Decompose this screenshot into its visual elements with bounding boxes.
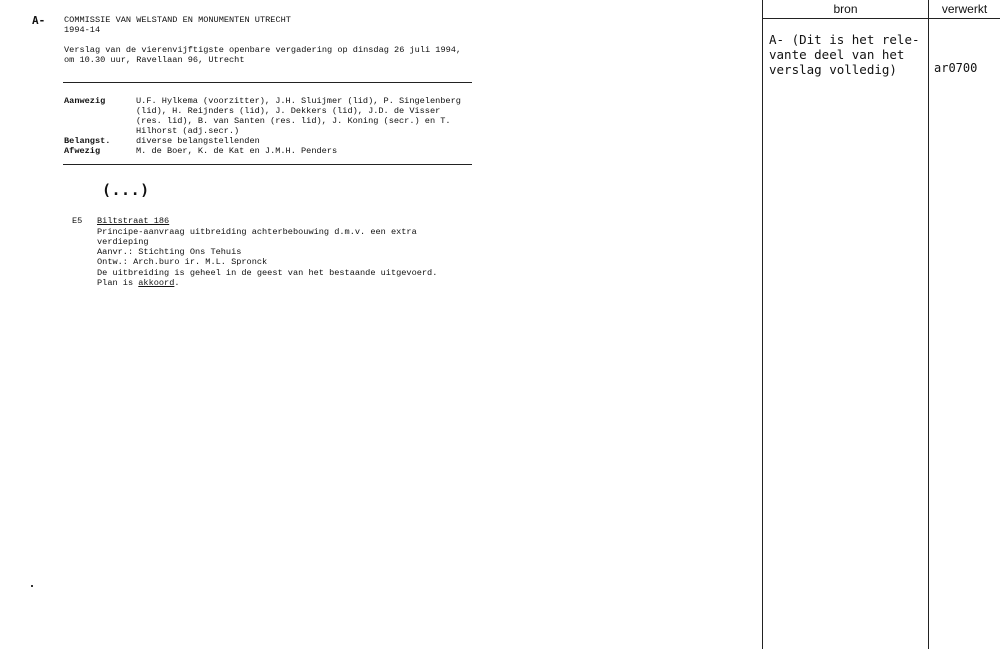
- present-label: Aanwezig: [64, 96, 106, 106]
- verdict-prefix: Plan is: [97, 278, 139, 288]
- form-column-divider-left: [762, 0, 763, 649]
- committee-title: COMMISSIE VAN WELSTAND EN MONUMENTEN UTRECHT: [64, 15, 291, 25]
- item-line: De uitbreiding is geheel in de geest van het bestaande uitgevoerd.: [97, 268, 438, 278]
- verwerkt-code: ar0700: [934, 61, 978, 75]
- absent-label: Afwezig: [64, 146, 101, 156]
- absent-value: M. de Boer, K. de Kat en J.M.H. Penders: [136, 146, 338, 156]
- scan-speck: [31, 585, 33, 587]
- omission-ellipsis: (...): [102, 181, 150, 199]
- item-line: Ontw.: Arch.buro ir. M.L. Spronck: [97, 257, 268, 267]
- form-column-divider-right: [928, 0, 929, 649]
- column-header-bron: bron: [833, 2, 858, 16]
- item-code: E5: [72, 216, 83, 226]
- report-intro-line-1: Verslag van de vierenvijftigste openbare vergadering op dinsdag 26 juli 1994,: [64, 45, 462, 55]
- item-line: Aanvr.: Stichting Ons Tehuis: [97, 247, 242, 257]
- interested-label: Belangst.: [64, 136, 111, 146]
- bron-note-line: A- (Dit is het rele-: [769, 32, 920, 47]
- present-line: U.F. Hylkema (voorzitter), J.H. Sluijmer (lid), P. Singelenberg: [136, 96, 461, 106]
- bron-note: [769, 32, 920, 77]
- item-line: verdieping: [97, 237, 149, 247]
- present-line: Hilhorst (adj.secr.): [136, 126, 240, 136]
- divider-top: [63, 82, 472, 83]
- divider-bottom: [63, 164, 472, 165]
- item-line: Principe-aanvraag uitbreiding achterbebouwing d.m.v. een extra: [97, 227, 417, 237]
- document-marker: A-: [32, 14, 46, 27]
- present-line: (res. lid), B. van Santen (res. lid), J. Koning (secr.) en T.: [136, 116, 451, 126]
- verdict-suffix: .: [174, 278, 180, 288]
- form-header-rule: [762, 18, 1000, 19]
- bron-note-line: verslag volledig): [769, 62, 897, 77]
- interested-value: diverse belangstellenden: [136, 136, 260, 146]
- item-address: Biltstraat 186: [97, 216, 170, 226]
- item-verdict-line: [97, 278, 180, 288]
- bron-note-line: vante deel van het: [769, 47, 905, 62]
- verdict-value: akkoord: [138, 278, 175, 288]
- column-header-verwerkt: verwerkt: [941, 2, 988, 16]
- meeting-number: 1994-14: [64, 25, 101, 35]
- present-line: (lid), H. Reijnders (lid), J. Dekkers (lid), J.D. de Visser: [136, 106, 441, 116]
- report-intro-line-2: om 10.30 uur, Ravellaan 96, Utrecht: [64, 55, 245, 65]
